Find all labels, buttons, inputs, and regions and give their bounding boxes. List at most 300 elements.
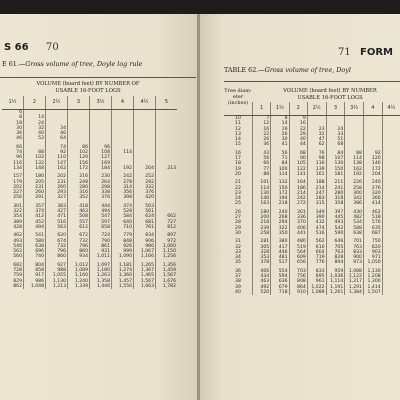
table-cell: 679: [271, 285, 289, 290]
table-cell: 231: [24, 185, 46, 190]
column-header: 4½: [134, 96, 156, 110]
left-caption-line2: USABLE 16-FOOT LOGS: [55, 87, 121, 94]
table-cell: 116: [307, 161, 326, 166]
left-table-title: [2, 60, 142, 68]
table-cell: 214: [307, 186, 326, 191]
table-cell: 547: [90, 214, 112, 219]
table-cell: 40: [24, 131, 46, 136]
table-cell: 620: [46, 233, 68, 238]
table-cell: 68: [289, 151, 307, 156]
diameter-column-header: [224, 102, 252, 116]
table-cell: 56: [271, 151, 289, 156]
table-cell: 305: [252, 245, 270, 250]
table-cell: 33: [326, 132, 345, 137]
table-cell: 894: [326, 260, 345, 265]
table-cell: 204: [134, 166, 156, 171]
table-cell: 561: [134, 209, 156, 214]
table-cell: 239: [252, 226, 270, 231]
table-cell: 972: [156, 239, 178, 244]
table-cell: 1,457: [112, 279, 134, 284]
table-cell: 480: [289, 239, 307, 244]
table-cell: 22: [289, 127, 307, 132]
table-cell: 36: [252, 142, 270, 147]
table-cell: 66: [16, 144, 22, 150]
table-cell: 127: [90, 155, 112, 160]
right-title-prefix: TABLE 62.: [224, 66, 259, 74]
table-cell: 92: [46, 150, 68, 155]
table-cell: 1,012: [68, 263, 90, 268]
table-cell: 864: [289, 285, 307, 290]
table-cell: 318: [326, 196, 345, 201]
table-cell: 86: [68, 145, 90, 150]
right-page-number: 71: [338, 47, 351, 58]
table-cell: 202: [46, 174, 68, 179]
table-cell: 92: [363, 151, 382, 156]
table-cell: 386: [345, 201, 364, 206]
table-cell: 761: [134, 225, 156, 230]
table-cell: 397: [326, 210, 345, 215]
table-cell: 664: [307, 250, 326, 255]
table-cell: 763: [345, 245, 364, 250]
table-cell: 46: [16, 136, 22, 142]
table-cell: 557: [68, 220, 90, 225]
column-header: 5: [156, 96, 178, 110]
table-cell: 100: [271, 167, 289, 172]
table-cell: 728: [13, 268, 22, 274]
table-cell: 1,676: [156, 279, 178, 284]
table-cell: 986: [134, 244, 156, 249]
table-cell: 43: [252, 151, 270, 156]
table-cell: 264: [90, 180, 112, 185]
table-cell: 241: [326, 186, 345, 191]
table-cell: 108: [90, 150, 112, 155]
table-cell: 300: [345, 191, 364, 196]
table-cell: 120: [363, 156, 382, 161]
column-header: 3½: [90, 96, 112, 110]
table-cell: 6: [19, 110, 22, 115]
table-cell: 903: [363, 250, 382, 255]
table-cell: 829: [13, 278, 22, 284]
table-cell: 750: [363, 239, 382, 244]
table-cell: 833: [307, 269, 326, 274]
table-cell: 732: [46, 244, 68, 249]
column-header: 1½: [2, 96, 24, 110]
table-cell: 635: [363, 226, 382, 231]
table-cell: 1,122: [345, 274, 364, 279]
table-cell: 494: [90, 209, 112, 214]
table-cell: 26: [271, 132, 289, 137]
table-cell: 560: [13, 254, 22, 260]
table-cell: 597: [90, 220, 112, 225]
table-cell: 1,166: [134, 254, 156, 259]
table-cell: 452: [24, 220, 46, 225]
table-cell: 516: [307, 231, 326, 236]
table-cell: 31: [235, 239, 241, 245]
table-cell: 681: [134, 220, 156, 225]
table-cell: 36: [235, 268, 241, 274]
table-cell: 102: [68, 150, 90, 155]
table-cell: 934: [68, 254, 90, 259]
left-title-prefix: E 61.: [2, 60, 19, 68]
table-cell: 218: [271, 201, 289, 206]
table-cell: 9: [289, 116, 307, 122]
table-cell: 1,339: [68, 284, 90, 289]
table-cell: 862: [13, 283, 22, 289]
table-cell: 163: [252, 201, 270, 206]
table-cell: 1,180: [90, 268, 112, 273]
table-cell: 860: [68, 249, 90, 254]
left-caption-line1: VOLUME (board feet) BY NUMBER OF: [36, 81, 140, 87]
table-cell: 474: [112, 204, 134, 209]
table-cell: 162: [345, 167, 364, 172]
table-cell: 897: [156, 233, 178, 238]
table-cell: 19: [235, 166, 241, 172]
table-cell: 1,507: [363, 290, 382, 295]
table-cell: 258: [345, 186, 364, 191]
table-cell: 16: [235, 150, 241, 156]
table-cell: 8: [271, 116, 289, 122]
table-cell: 31: [307, 132, 326, 137]
table-cell: 18: [235, 161, 241, 167]
table-cell: 51: [326, 137, 345, 142]
table-cell: 1,291: [345, 285, 364, 290]
table-cell: 646: [326, 239, 345, 244]
table-cell: 162: [46, 166, 68, 171]
table-cell: 71: [271, 156, 289, 161]
table-cell: 740: [24, 254, 46, 259]
table-cell: 580: [24, 239, 46, 244]
table-cell: 1,088: [345, 269, 364, 274]
table-cell: 291: [24, 195, 46, 200]
table-cell: 350: [271, 231, 289, 236]
table-cell: 1,782: [156, 284, 178, 289]
table-cell: 8: [19, 115, 22, 121]
table-cell: 76: [307, 151, 326, 156]
table-cell: 1,384: [345, 290, 364, 295]
table-cell: 1,256: [156, 254, 178, 259]
table-cell: 848: [112, 239, 134, 244]
table-cell: 482: [345, 215, 364, 220]
table-cell: 554: [271, 269, 289, 274]
table-cell: 12: [252, 121, 270, 126]
table-cell: 102: [24, 155, 46, 160]
table-cell: 481: [271, 255, 289, 260]
table-cell: 22: [252, 132, 270, 137]
diameter-header: Tree diam- eter (inches): [224, 88, 252, 106]
table-cell: 636: [271, 279, 289, 284]
table-cell: 27: [235, 215, 241, 221]
table-cell: 258: [252, 231, 270, 236]
table-cell: 11: [235, 121, 241, 127]
table-cell: 931: [90, 249, 112, 254]
table-cell: 98: [307, 156, 326, 161]
table-cell: 252: [134, 174, 156, 179]
table-cell: 192: [345, 172, 364, 177]
table-cell: 84: [326, 151, 345, 156]
table-cell: 192: [112, 166, 134, 171]
table-cell: 414: [363, 201, 382, 206]
table-cell: 180: [24, 174, 46, 179]
table-cell: 298: [90, 185, 112, 190]
table-cell: 64: [46, 136, 68, 141]
left-top-rule: [0, 77, 196, 78]
table-cell: 12: [235, 126, 241, 132]
table-cell: 260: [46, 185, 68, 190]
table-cell: 917: [24, 273, 46, 278]
table-cell: 17: [235, 156, 241, 162]
table-cell: 322: [13, 209, 22, 215]
table-cell: 218: [252, 220, 270, 225]
table-cell: 23: [307, 127, 326, 132]
table-cell: 406: [252, 269, 270, 274]
table-cell: 999: [112, 249, 134, 254]
table-cell: 1,265: [134, 263, 156, 268]
table-cell: 380: [271, 239, 289, 244]
table-cell: 833: [345, 250, 364, 255]
table-cell: 114: [345, 156, 364, 161]
table-cell: 39: [235, 284, 241, 290]
table-cell: 25: [235, 201, 241, 207]
table-cell: 138: [345, 161, 364, 166]
table-cell: 463: [252, 279, 270, 284]
table-cell: 971: [363, 255, 382, 260]
table-cell: 398: [112, 195, 134, 200]
table-cell: 1,055: [46, 273, 68, 278]
left-page: [0, 14, 198, 400]
table-cell: 356: [112, 190, 134, 195]
table-cell: 139: [307, 167, 326, 172]
table-cell: 860: [46, 254, 68, 259]
table-cell: 293: [46, 190, 68, 195]
table-cell: 959: [326, 269, 345, 274]
table-cell: 134: [13, 165, 22, 171]
table-cell: 471: [46, 214, 68, 219]
left-page-number: 70: [46, 42, 59, 53]
table-cell: 294: [271, 220, 289, 225]
table-cell: 518: [363, 215, 382, 220]
table-cell: 26: [235, 209, 241, 215]
table-cell: 14: [235, 137, 241, 143]
table-cell: 200: [252, 215, 270, 220]
table-cell: 1,367: [134, 268, 156, 273]
table-cell: 272: [289, 201, 307, 206]
table-cell: 352: [68, 195, 90, 200]
table-cell: 38: [235, 279, 241, 285]
table-cell: 240: [363, 180, 382, 185]
table-cell: 808: [289, 279, 307, 284]
table-cell: 213: [156, 166, 178, 171]
table-cell: 588: [345, 226, 364, 231]
column-header: 2: [24, 96, 46, 110]
table-cell: 34: [235, 255, 241, 261]
table-cell: 301: [13, 203, 22, 209]
table-cell: 227: [13, 190, 22, 196]
table-cell: 52: [24, 136, 46, 141]
column-header: 4: [363, 102, 382, 116]
table-cell: 986: [24, 279, 46, 284]
right-table-title: [224, 66, 351, 74]
table-cell: 434: [252, 274, 270, 279]
table-cell: 1,130: [363, 269, 382, 274]
table-cell: 47: [307, 137, 326, 142]
table-cell: 494: [24, 225, 46, 230]
table-cell: 146: [363, 161, 382, 166]
table-cell: 36: [16, 131, 22, 137]
table-cell: 169: [90, 161, 112, 166]
table-cell: 640: [112, 220, 134, 225]
table-cell: 180: [252, 210, 270, 215]
table-row: [224, 290, 400, 295]
table-cell: 927: [46, 263, 68, 268]
table-cell: 1,356: [156, 263, 178, 268]
table-cell: 493: [326, 220, 345, 225]
right-caption-line2: USABLE 16-FOOT LOGS: [297, 94, 363, 101]
table-cell: 763: [326, 250, 345, 255]
right-title-italic: —Gross volume of tree, Doyl: [258, 66, 351, 74]
table-cell: 612: [68, 225, 90, 230]
table-cell: 164: [289, 180, 307, 185]
table-cell: 240: [271, 210, 289, 215]
table-cell: 231: [46, 180, 68, 185]
table-cell: 376: [90, 195, 112, 200]
table-cell: 150: [326, 167, 345, 172]
table-cell: 1,089: [307, 290, 326, 295]
table-cell: 1,191: [326, 285, 345, 290]
table-cell: 1,208: [363, 274, 382, 279]
table-cell: 417: [271, 245, 289, 250]
column-header: 3½: [345, 102, 364, 116]
table-cell: 370: [289, 220, 307, 225]
table-cell: 696: [24, 249, 46, 254]
table-cell: 29: [289, 132, 307, 137]
table-cell: 441: [289, 231, 307, 236]
table-cell: 1,130: [46, 279, 68, 284]
table-cell: 13: [235, 131, 241, 137]
table-cell: 820: [363, 245, 382, 250]
left-title-italic: —Gross volume of tree, Doyle log rule: [18, 60, 143, 68]
table-cell: 7: [252, 116, 270, 122]
table-cell: 861: [90, 244, 112, 249]
column-header: 1: [252, 102, 270, 116]
table-cell: 562: [307, 239, 326, 244]
table-cell: 332: [134, 185, 156, 190]
table-cell: 74: [16, 150, 22, 156]
left-running-head: S 66: [4, 42, 29, 53]
table-cell: 281: [252, 239, 270, 244]
table-cell: 759: [13, 273, 22, 279]
table-cell: 29: [235, 225, 241, 231]
table-cell: 19: [271, 127, 289, 132]
table-cell: 1,263: [90, 273, 112, 278]
table-cell: 858: [24, 268, 46, 273]
table-cell: 68: [326, 142, 345, 147]
table-cell: 23: [235, 190, 241, 196]
table-cell: 562: [13, 249, 22, 255]
table-cell: 1,358: [90, 279, 112, 284]
table-cell: 22: [235, 185, 241, 191]
table-cell: 84: [271, 161, 289, 166]
table-cell: 315: [307, 201, 326, 206]
table-cell: 1,240: [68, 279, 90, 284]
table-cell: 516: [46, 220, 68, 225]
table-cell: 316: [68, 190, 90, 195]
table-cell: 508: [68, 214, 90, 219]
table-cell: 462: [13, 233, 22, 239]
table-cell: 1,663: [134, 284, 156, 289]
table-cell: 30: [16, 125, 22, 131]
table-cell: 292: [134, 180, 156, 185]
table-cell: 895: [307, 274, 326, 279]
table-cell: 705: [326, 245, 345, 250]
table-cell: 280: [68, 185, 90, 190]
table-cell: 132: [24, 161, 46, 166]
table-cell: 10: [235, 116, 241, 121]
table-cell: 322: [271, 226, 289, 231]
right-page: [200, 14, 400, 400]
table-cell: 24: [326, 127, 345, 132]
table-cell: 590: [326, 231, 345, 236]
table-cell: 18: [16, 120, 22, 126]
table-cell: 828: [326, 255, 345, 260]
table-cell: 374: [24, 209, 46, 214]
table-cell: 1,050: [363, 260, 382, 265]
table-cell: 35: [235, 260, 241, 266]
table-cell: 349: [307, 210, 326, 215]
table-cell: 638: [345, 231, 364, 236]
table-cell: 33: [235, 249, 241, 255]
table-cell: 961: [307, 279, 326, 284]
table-cell: 383: [46, 204, 68, 209]
table-cell: 40: [289, 137, 307, 142]
table-cell: 1,300: [363, 279, 382, 284]
table-cell: 77: [252, 167, 270, 172]
table-cell: 16: [252, 127, 270, 132]
table-cell: 130: [326, 161, 345, 166]
table-cell: 202: [13, 184, 22, 190]
table-cell: 724: [90, 233, 112, 238]
table-cell: 314: [112, 185, 134, 190]
table-cell: 37: [235, 274, 241, 280]
table-cell: 172: [68, 166, 90, 171]
table-cell: 110: [46, 155, 68, 160]
table-cell: 1,011: [90, 254, 112, 259]
table-cell: 520: [252, 290, 270, 295]
table-cell: 56: [252, 156, 270, 161]
table-cell: 14: [271, 121, 289, 126]
table-cell: 1,567: [134, 279, 156, 284]
table-cell: 682: [13, 262, 22, 268]
table-cell: 446: [271, 250, 289, 255]
table-cell: 492: [252, 285, 270, 290]
table-cell: 445: [326, 215, 345, 220]
table-cell: 147: [46, 161, 68, 166]
table-cell: 107: [326, 156, 345, 161]
table-cell: 564: [289, 250, 307, 255]
table-cell: 146: [252, 196, 270, 201]
table-cell: 101: [252, 180, 270, 185]
table-cell: 732: [68, 239, 90, 244]
table-cell: 354: [13, 214, 22, 220]
table-cell: 90: [289, 156, 307, 161]
table-cell: 493: [13, 238, 22, 244]
header-row: [2, 96, 177, 110]
table-cell: 1,556: [112, 284, 134, 289]
table-cell: 376: [134, 190, 156, 195]
table-cell: 703: [289, 269, 307, 274]
table-cell: 658: [90, 225, 112, 230]
table-cell: 226: [345, 180, 364, 185]
table-cell: 32: [24, 126, 46, 131]
